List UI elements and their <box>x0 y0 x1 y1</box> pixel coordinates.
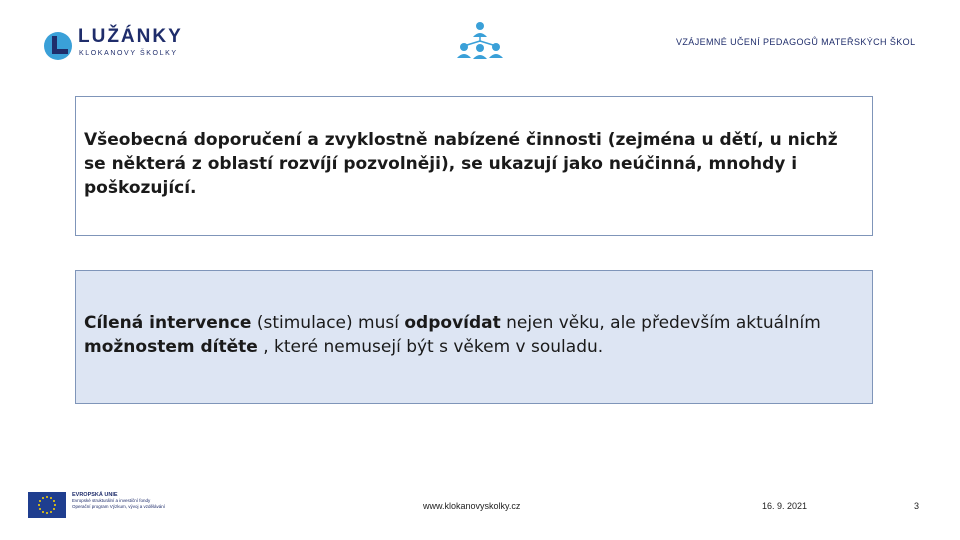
eu-head: EVROPSKÁ UNIE <box>72 492 118 498</box>
footer-url[interactable]: www.klokanovyskolky.cz <box>423 501 521 511</box>
targeted-intervention-box <box>75 270 873 404</box>
text-segment: nejen věku, ale především aktuálním <box>500 313 821 333</box>
eu-flag-icon <box>28 492 66 518</box>
eu-line-2: Operační program Výzkum, vývoj a vzdělávání <box>72 504 166 509</box>
people-network-icon <box>457 20 503 62</box>
page-number: 3 <box>914 501 920 511</box>
text-segment-bold: možnostem dítěte <box>84 337 258 357</box>
text-segment-bold: Cílená intervence <box>84 313 252 333</box>
luzanky-logo <box>42 24 183 64</box>
project-title: VZÁJEMNÉ UČENÍ PEDAGOGŮ MATEŘSKÝCH ŠKOL <box>676 37 916 47</box>
luzanky-logo-icon <box>42 30 74 62</box>
footer-date: 16. 9. 2021 <box>762 501 808 511</box>
general-recommendations-box <box>75 96 873 236</box>
logo-title: LUŽÁNKY <box>78 26 183 47</box>
eu-text <box>72 492 165 510</box>
general-recommendations-text: Všeobecná doporučení a zvyklostně nabízené činnosti (zejména u dětí, u nichž se některá z oblastí rozvíjí pozvolněji), se ukazují jako neúčinná, mnohdy i poškozující. <box>84 130 838 198</box>
text-segment: , které nemusejí být s věkem v souladu. <box>257 337 604 357</box>
logo-subtitle: KLOKANOVY ŠKOLKY <box>79 50 178 57</box>
text-segment-bold: odpovídat <box>404 313 501 333</box>
text-segment: (stimulace) musí <box>251 313 405 333</box>
eu-line-1: Evropské strukturální a investiční fondy <box>72 498 151 503</box>
eu-funding-logo <box>28 490 178 520</box>
